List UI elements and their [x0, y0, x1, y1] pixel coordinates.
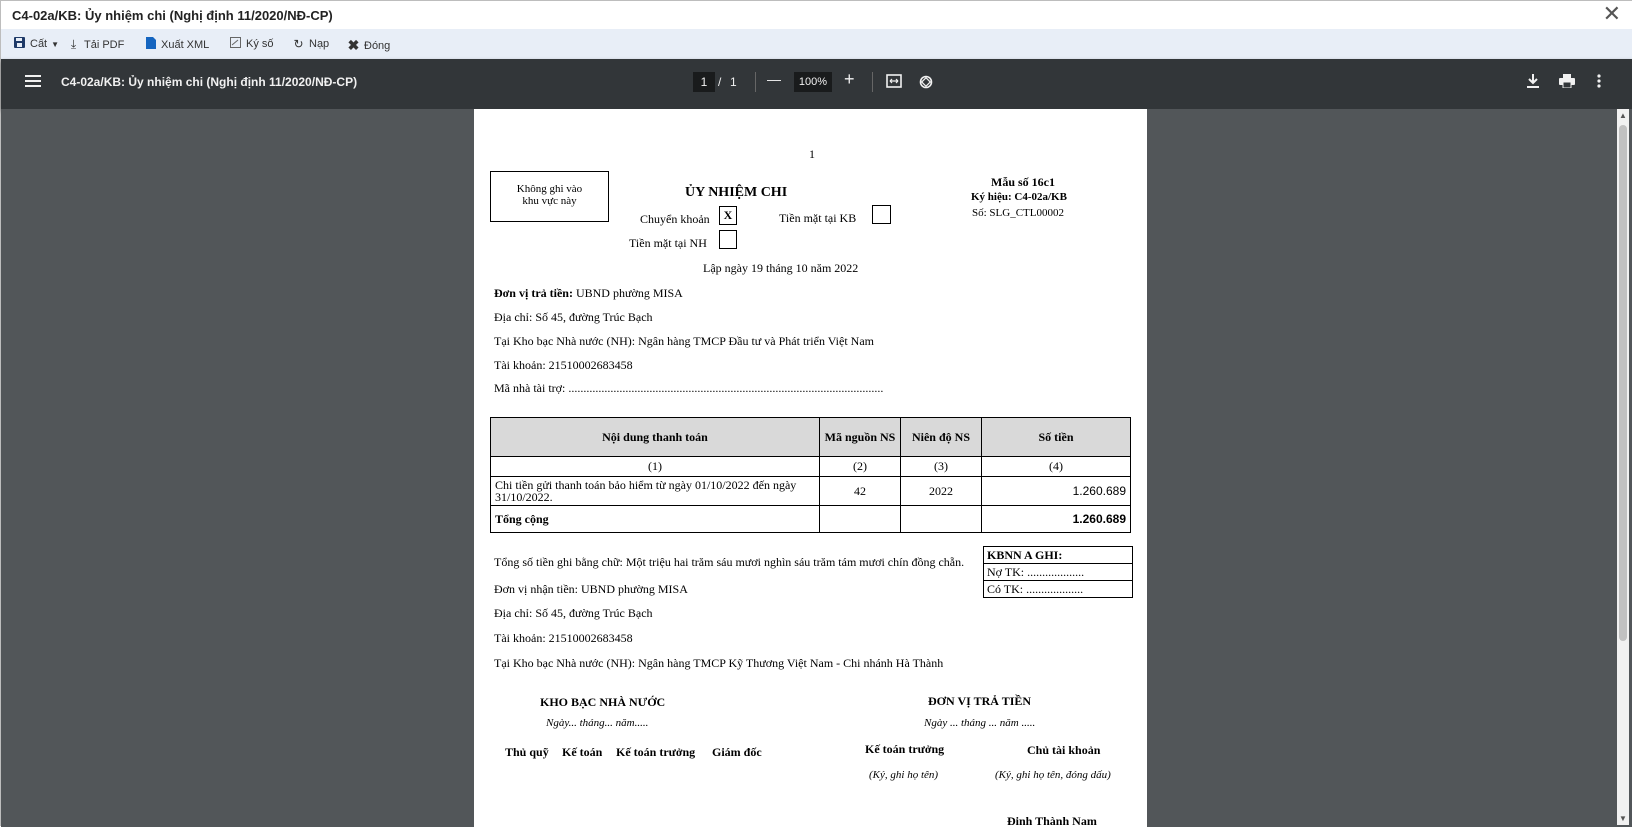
fit-page-icon[interactable] [886, 74, 902, 93]
page-number: 1 [809, 147, 815, 161]
page-total: 1 [730, 75, 737, 89]
index-cell: (4) [982, 457, 1131, 477]
receiver-bank: Tại Kho bạc Nhà nước (NH): Ngân hàng TMCP Kỹ Thương Việt Nam - Chi nhánh Hà Thành [494, 656, 944, 670]
table-total-row [491, 506, 1131, 533]
document-page [474, 109, 1147, 839]
role-chief-accountant: Kế toán trưởng [616, 745, 696, 759]
reload-icon: ↻ [293, 37, 304, 51]
cash-kb-checkbox[interactable] [872, 205, 891, 224]
total-empty [901, 506, 982, 533]
receiver: Đơn vị nhận tiền: UBND phường MISA [494, 582, 688, 596]
payer-sign-date: Ngày ... tháng ... năm ..... [924, 717, 1036, 729]
export-xml-label: Xuất XML [161, 38, 210, 51]
scrollbar[interactable] [1617, 109, 1629, 825]
document-number: Số: SLG_CTL00002 [972, 207, 1064, 219]
row-content: Chi tiền gửi thanh toán bảo hiểm từ ngày 01/10/2022 đến ngày 31/10/2022. [491, 477, 820, 506]
note-sign-name-stamp: (Ký, ghi họ tên, đóng dấu) [995, 769, 1111, 781]
transfer-label: Chuyển khoản [640, 212, 710, 226]
scroll-thumb[interactable] [1619, 125, 1627, 641]
download-pdf-button[interactable] [67, 37, 124, 52]
table-row [491, 477, 1131, 506]
reload-button[interactable] [292, 37, 329, 51]
table-index-row [491, 457, 1131, 477]
index-cell: (3) [901, 457, 982, 477]
total-amount: 1.260.689 [982, 506, 1131, 533]
divider [872, 72, 873, 92]
print-icon[interactable] [1559, 74, 1575, 93]
document-heading: ỦY NHIỆM CHI [685, 185, 788, 200]
role-account-owner: Chủ tài khoản [1027, 743, 1101, 757]
sign-icon [229, 37, 242, 51]
stamp-area-line: khu vực này [522, 195, 577, 207]
transfer-checkbox[interactable]: X [719, 206, 737, 225]
scroll-up-icon[interactable]: ▲ [1619, 111, 1627, 120]
treasury-debit: Nợ TK: ................... [984, 564, 1132, 581]
index-cell: (1) [491, 457, 820, 477]
zoom-in-icon[interactable]: + [844, 69, 855, 89]
zoom-input[interactable]: 100% [794, 72, 832, 92]
row-amount: 1.260.689 [982, 477, 1131, 506]
close-button[interactable] [347, 37, 390, 54]
role-cashier: Thủ quỹ [505, 745, 549, 759]
header-amount: Số tiền [982, 418, 1131, 457]
signer-name: Đinh Thành Nam [1007, 814, 1097, 828]
cash-nh-label: Tiền mặt tại NH [629, 236, 707, 250]
treasury-credit: Có TK: ................... [987, 582, 1084, 596]
page-separator: / [718, 75, 722, 89]
row-source: 42 [820, 477, 901, 506]
amount-in-words: Tổng số tiền ghi bằng chữ: Một triệu hai trăm sáu mươi nghìn sáu trăm tám mươi chín đồng chẵn. [494, 555, 965, 569]
payer-bank: Tại Kho bạc Nhà nước (NH): Ngân hàng TMCP Đầu tư và Phát triển Việt Nam [494, 334, 874, 348]
zoom-out-icon[interactable]: — [767, 71, 781, 87]
download-icon[interactable] [1526, 73, 1540, 94]
payer-label: Đơn vị trả tiền: [494, 286, 573, 300]
treasury-record-box [983, 546, 1133, 598]
cash-kb-label: Tiền mặt tại KB [779, 211, 857, 225]
download-icon: ⤓ [70, 37, 77, 51]
payer-account: Tài khoản: 21510002683458 [494, 358, 633, 372]
sign-button[interactable] [229, 37, 274, 51]
treasury-sign-title: KHO BẠC NHÀ NƯỚC [540, 695, 666, 709]
divider [755, 72, 756, 92]
payer-sign-title: ĐƠN VỊ TRẢ TIỀN [928, 694, 1032, 708]
treasury-record-title: KBNN A GHI: [984, 547, 1132, 564]
form-symbol: Ký hiệu: C4-02a/KB [971, 191, 1067, 203]
scroll-down-icon[interactable]: ▼ [1619, 814, 1627, 823]
payer-address: Địa chỉ: Số 45, đường Trúc Bạch [494, 310, 653, 324]
pdf-viewer-toolbar [1, 59, 1632, 109]
sponsor-code: Mã nhà tài trợ: ......................................................................................................... [494, 381, 884, 395]
receiver-address: Địa chỉ: Số 45, đường Trúc Bạch [494, 606, 653, 620]
table-header-row [491, 418, 1131, 457]
note-sign-name: (Ký, ghi họ tên) [869, 769, 939, 781]
receiver-account: Tài khoản: 21510002683458 [494, 631, 633, 645]
download-pdf-label: Tải PDF [84, 38, 125, 51]
role-accountant: Kế toán [562, 745, 603, 759]
payer-line [494, 286, 683, 301]
sign-label: Ký số [246, 38, 274, 50]
close-label: Đóng [364, 39, 391, 52]
save-label: Cất [30, 38, 48, 50]
index-cell: (2) [820, 457, 901, 477]
header-year: Niên độ NS [901, 418, 982, 457]
treasury-sign-date: Ngày... tháng... năm..... [546, 717, 649, 729]
window-title: C4-02a/KB: Ủy nhiệm chi (Nghị định 11/2020/NĐ-CP) [12, 8, 333, 23]
total-empty [820, 506, 901, 533]
rotate-icon[interactable] [918, 73, 934, 94]
file-icon [144, 37, 157, 52]
more-options-icon[interactable] [1597, 74, 1601, 93]
caret-down-icon[interactable]: ▼ [51, 39, 60, 49]
export-xml-button[interactable] [144, 37, 209, 52]
payer-value: UBND phường MISA [572, 286, 683, 300]
title-bar [1, 1, 1632, 29]
cash-nh-checkbox[interactable] [719, 230, 737, 249]
row-year: 2022 [901, 477, 982, 506]
menu-icon[interactable] [25, 74, 41, 93]
toolbar [1, 29, 1632, 59]
stamp-area [490, 171, 609, 222]
close-icon[interactable]: ✕ [1602, 1, 1621, 26]
stamp-area-line: Không ghi vào [516, 183, 583, 195]
header-source: Mã nguồn NS [820, 418, 901, 457]
issue-date: Lập ngày 19 tháng 10 năm 2022 [703, 261, 859, 275]
save-icon [13, 37, 26, 51]
role-director: Giám đốc [712, 745, 762, 759]
role-payer-chief-accountant: Kế toán trưởng [865, 742, 945, 756]
close-x-icon: ✖ [347, 37, 360, 53]
save-button[interactable] [13, 37, 59, 51]
viewer-title: C4-02a/KB: Ủy nhiệm chi (Nghị định 11/2020/NĐ-CP) [61, 75, 358, 89]
total-label: Tổng cộng [491, 506, 820, 533]
form-number: Mẫu số 16c1 [991, 175, 1055, 189]
header-content: Nội dung thanh toán [491, 418, 820, 457]
reload-label: Nạp [309, 38, 330, 50]
payment-table [490, 417, 1131, 533]
page-input[interactable]: 1 [693, 72, 715, 92]
